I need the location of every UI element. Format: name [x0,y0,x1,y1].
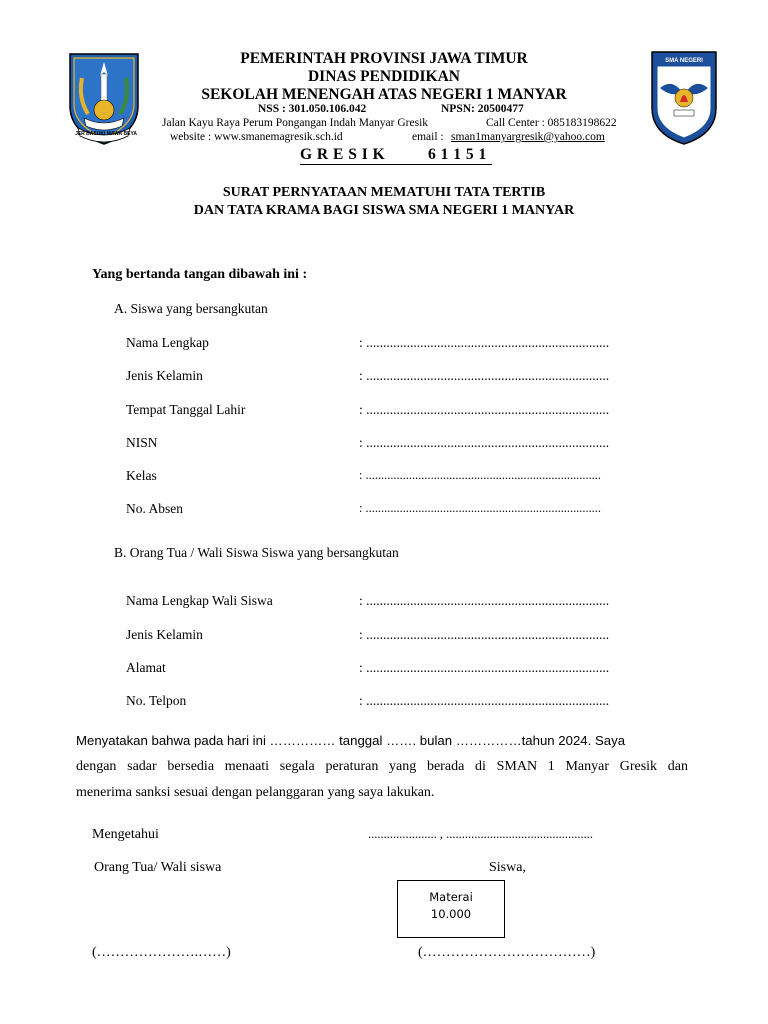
school-emblem-bottom-text: MANYAR [671,127,697,133]
section-a-heading: A. Siswa yang bersangkutan [114,301,268,316]
materai-value: 10.000 [430,907,472,921]
field-label-jenis-kelamin-wali: Jenis Kelamin [126,627,203,642]
header-divider [300,164,492,165]
header-department: DINAS PENDIDIKAN [307,68,460,85]
field-input-alamat[interactable]: : ........................................................................ [359,660,610,675]
header-website: website : www.smanemagresik.sch.id [170,131,343,143]
field-label-nisn: NISN [126,435,158,450]
field-label-alamat: Alamat [126,660,166,675]
field-input-jenis-kelamin[interactable]: : ........................................................................ [359,368,610,383]
field-label-no-absen: No. Absen [126,501,183,516]
field-input-no-absen[interactable]: : ............................................................................ [359,501,601,515]
header-call-center: Call Center : 085183198622 [486,117,617,129]
field-label-jenis-kelamin: Jenis Kelamin [126,368,203,383]
header-email-label: email : [412,131,444,143]
field-input-no-telpon[interactable]: : ........................................................................ [359,693,610,708]
student-signature-line[interactable]: (………………………………) [418,945,596,960]
statement-line3: menerima sanksi sesuai dengan pelanggaran yang saya lakukan. [76,785,435,800]
field-label-nama-lengkap: Nama Lengkap [126,335,209,350]
materai-label: Materai [429,890,473,904]
header-city: G R E S I K [300,146,386,163]
header-postcode: 6 1 1 5 1 [428,146,487,163]
header-province: PEMERINTAH PROVINSI JAWA TIMUR [240,50,528,67]
intro-text: Yang bertanda tangan dibawah ini : [92,267,308,282]
header-npsn: NPSN: 20500477 [441,103,524,115]
field-input-tempat-tanggal-lahir[interactable]: : ........................................................................ [359,402,610,417]
parent-signature-label: Orang Tua/ Wali siswa [94,860,222,875]
header-nss: NSS : 301.050.106.042 [258,103,367,115]
field-input-jenis-kelamin-wali[interactable]: : ........................................................................ [359,627,610,642]
field-input-kelas[interactable]: : ............................................................................ [359,468,601,482]
parent-signature-line[interactable]: (………………….……) [92,945,231,960]
header-email[interactable]: sman1manyargresik@yahoo.com [451,131,605,143]
field-label-nama-wali: Nama Lengkap Wali Siswa [126,593,273,608]
place-date-field[interactable]: ...................... , ............................................... [368,827,593,841]
student-signature-label: Siswa, [489,860,526,875]
field-input-nama-lengkap[interactable]: : ........................................................................ [359,335,610,350]
materai-stamp-box [397,880,505,938]
statement-line2: dengan sadar bersedia menaati segala peraturan yang berada di SMAN 1 Manyar Gresik dan [76,759,688,774]
document-title-line1: SURAT PERNYATAAN MEMATUHI TATA TERTIB [222,185,546,200]
field-label-no-telpon: No. Telpon [126,693,187,708]
header-school-name: SEKOLAH MENENGAH ATAS NEGERI 1 MANYAR [201,86,567,103]
header-address: Jalan Kayu Raya Perum Pongangan Indah Manyar Gresik [162,117,429,129]
field-label-tempat-tanggal-lahir: Tempat Tanggal Lahir [126,402,246,417]
school-emblem-top-text: SMA NEGERI [665,58,703,64]
section-b-heading: B. Orang Tua / Wali Siswa Siswa yang bersangkutan [114,545,399,560]
field-input-nisn[interactable]: : ........................................................................ [359,435,610,450]
field-input-nama-wali[interactable]: : ........................................................................ [359,593,610,608]
document-title-line2: DAN TATA KRAMA BAGI SISWA SMA NEGERI 1 MANYAR [193,203,575,218]
statement-line1: Menyatakan bahwa pada hari ini …………… tanggal ……. bulan ……………tahun 2024. Saya [76,733,626,748]
field-label-kelas: Kelas [126,468,157,483]
provincial-crest-motto: JER BASUKI MAWA BEYA [75,131,137,137]
mengetahui-label: Mengetahui [92,827,159,842]
